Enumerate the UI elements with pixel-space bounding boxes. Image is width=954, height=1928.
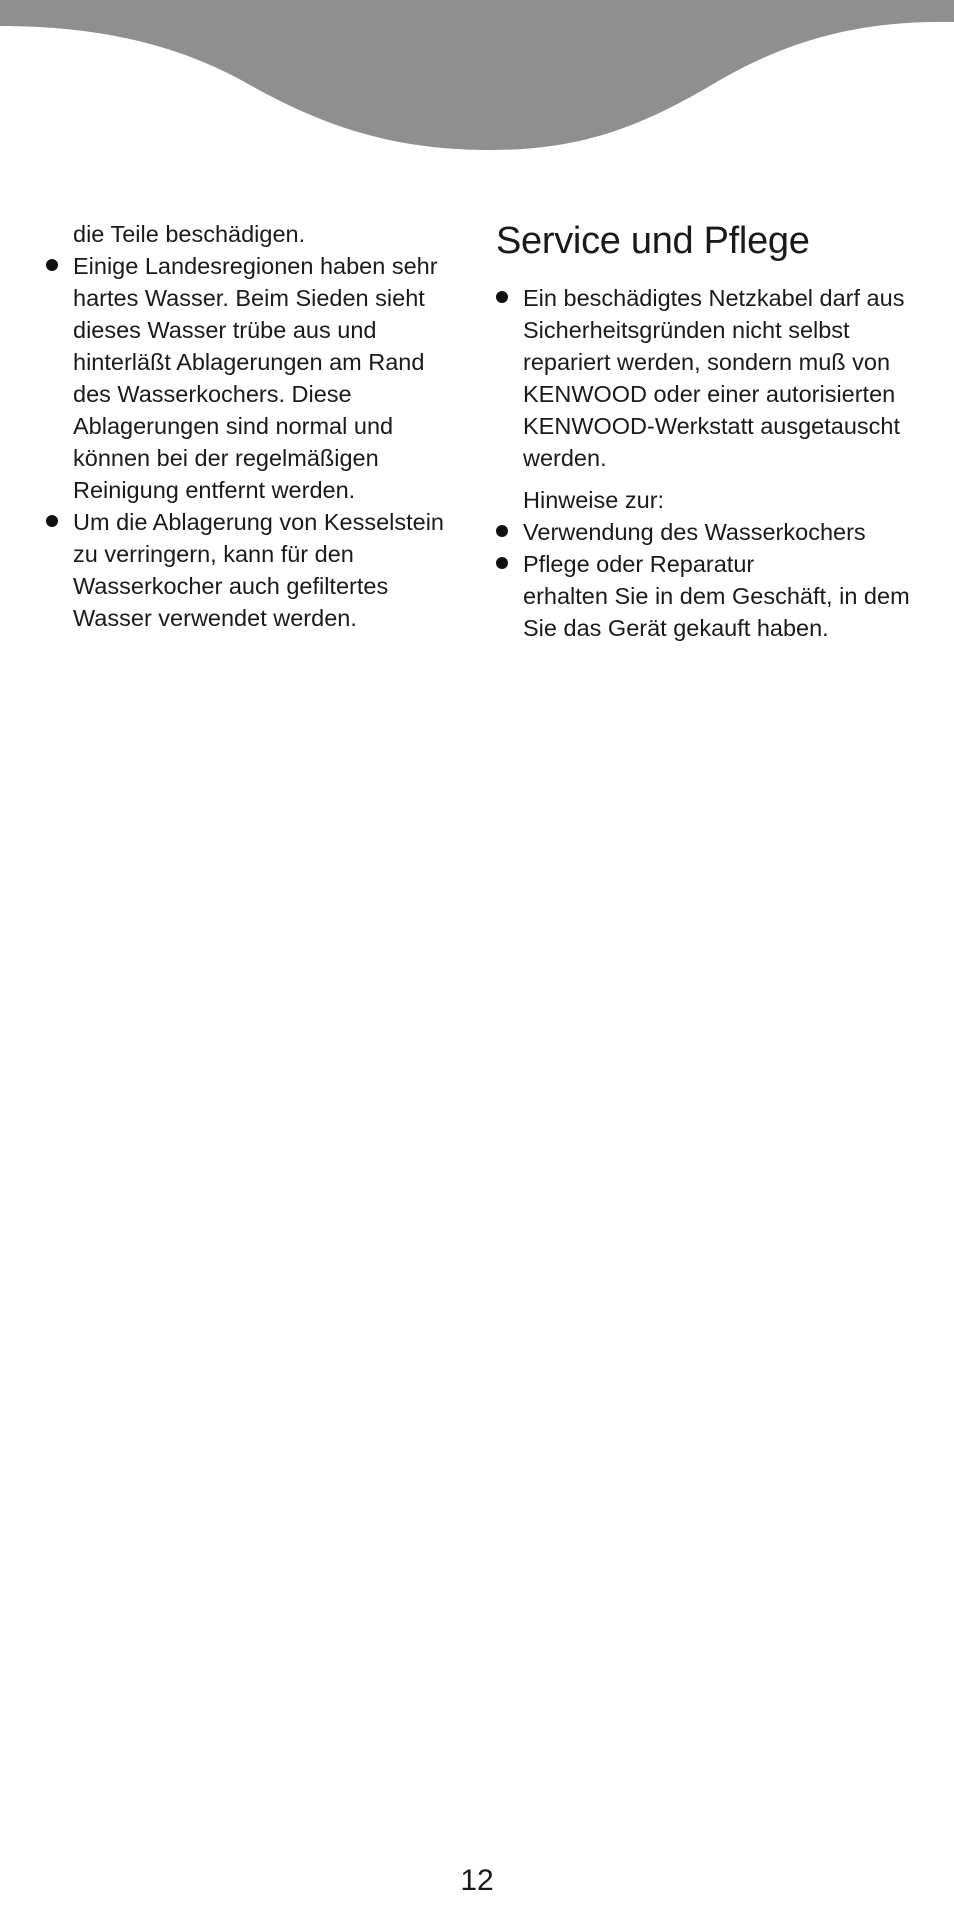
closing-text: erhalten Sie in dem Geschäft, in dem Sie das Gerät gekauft haben. <box>523 583 910 641</box>
hints-intro: Hinweise zur: <box>523 487 665 513</box>
list-item-text: Ein beschädigtes Netzkabel darf aus Sicherheitsgründen nicht selbst repariert werden, sondern muß von KENWOOD oder einer autorisierten KENWOOD-Werkstatt ausgetauscht werden. <box>523 285 905 471</box>
bullet-icon <box>496 291 508 303</box>
bullet-icon <box>46 259 58 271</box>
bullet-icon <box>496 557 508 569</box>
list-item <box>523 282 923 474</box>
list-item <box>523 548 923 580</box>
left-column <box>73 218 453 634</box>
list-item-text: Verwendung des Wasserkochers <box>523 519 866 545</box>
bullet-icon <box>496 525 508 537</box>
bullet-icon <box>46 515 58 527</box>
list-item <box>73 250 453 506</box>
list-item-text: Einige Landesregionen haben sehr hartes Wasser. Beim Sieden sieht dieses Wasser trübe aus und hinterläßt Ablagerungen am Rand des Wasserkochers. Diese Ablagerungen sind normal und können bei der regelmäßigen Reinigung entfernt werden. <box>73 253 438 503</box>
list-item-text: Pflege oder Reparatur <box>523 551 755 577</box>
list-item <box>523 516 923 548</box>
continuation-text: die Teile beschädigen. <box>73 221 306 247</box>
header-wave-decoration <box>0 0 954 160</box>
page-number: 12 <box>460 1864 494 1897</box>
list-item <box>73 506 453 634</box>
right-column <box>496 218 923 644</box>
list-item-text: Um die Ablagerung von Kesselstein zu verringern, kann für den Wasserkocher auch gefiltertes Wasser verwendet werden. <box>73 509 444 631</box>
section-heading: Service und Pflege <box>496 220 810 262</box>
